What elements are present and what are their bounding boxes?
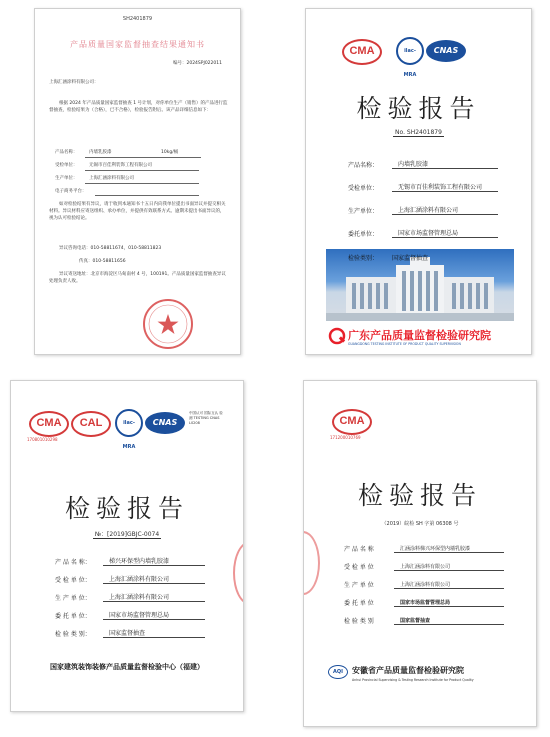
report-number: （2019）皖检 SH 字第 06308 号 [381, 521, 459, 527]
report-row [55, 592, 205, 602]
notice-row-value: 上海汇涵涂料有限公司 [85, 176, 199, 184]
report-number [306, 129, 531, 136]
cnas-logo-icon: CNAS [426, 40, 466, 62]
report-row [344, 580, 504, 589]
testing-center-name: 国家建筑装饰装修产品质量监督检验中心（福建） [50, 663, 204, 671]
notice-row-label: 受检单位： [55, 163, 78, 168]
report-row-label: 检 验 类 别 [344, 618, 374, 625]
notice-paragraph-1: 根据 2024 年产品质量国家监督抽查 1 号计划，对你单位生产（销售）的产品进行监督抽查，检验结果为（合格），已不合格），检验报告附后。该产品详细信息如下： [49, 101, 228, 113]
notice-row-value: 无锡市百佳利装饰工程有限公司 [85, 163, 199, 171]
notice-row [55, 163, 199, 171]
ilac-mra-logo-icon: ilac-MRA [396, 37, 424, 65]
institute-name: 安徽省产品质量监督检验研究院 [352, 666, 464, 675]
report-row-value: 上海汇涵涂料有限公司 [394, 563, 504, 571]
report-title: 检验报告 [357, 481, 482, 510]
report-row-label: 产品名称： [348, 162, 379, 169]
report-row-value: 国家市场监督管理总局 [392, 228, 498, 238]
report-row-value: 国家监督抽查 [103, 628, 205, 638]
cal-logo-icon: CAL [71, 411, 111, 437]
report-document-anhui [303, 380, 537, 727]
gqi-logo-icon [328, 327, 346, 345]
report-row-label: 受 检 单 位： [55, 577, 91, 584]
report-title: 检验报告 [64, 494, 189, 523]
cnas-logo-icon: CNAS [145, 412, 185, 434]
aqi-logo-icon: AQI [328, 665, 348, 679]
notice-heading: 产品质量国家监督抽查结果通知书 [70, 40, 205, 49]
official-seal-icon [141, 297, 195, 351]
report-row-label: 生产单位： [348, 208, 379, 215]
report-row-value: 国家监督抽查 [394, 617, 504, 625]
institute-name-en: Anhui Provincial Supervising & Testing Research Institute for Product Quality [352, 678, 474, 682]
notice-document [34, 8, 241, 355]
notice-row-label: 电子商务平台： [55, 189, 87, 194]
cma-logo-icon: CMA [29, 411, 69, 437]
report-row [348, 159, 498, 169]
institute-name: 广东产品质量监督检验研究院 [348, 329, 491, 342]
report-row-value: 内墙乳胶漆 [392, 159, 498, 169]
notice-row [55, 150, 201, 158]
official-seal-icon [303, 531, 320, 595]
report-number-text: No. SH2401879 [395, 129, 442, 136]
cma-number: 171200010769 [330, 435, 361, 440]
notice-row-label: 产品名称： [55, 150, 78, 155]
report-row [55, 610, 205, 620]
report-row [344, 616, 504, 625]
notice-row [55, 189, 199, 196]
report-row-value: 无锡市百佳利装饰工程有限公司 [392, 182, 498, 192]
notice-row-value [95, 189, 199, 196]
notice-phone: 异议咨询电话：010-58811674，010-58811823 [59, 246, 162, 251]
cnas-info: 中国认可 国际互认 检测 TESTING CNAS L0208 [189, 411, 223, 425]
report-row-label: 产 品 名 称 [344, 546, 374, 553]
institute-name-en: GUANGDONG TESTING INSTITUTE OF PRODUCT QUALITY SUPERVISION [348, 342, 461, 346]
report-row [55, 628, 205, 638]
report-row-label: 委托单位： [348, 231, 379, 238]
cma-number: 170801010298 [27, 437, 58, 442]
report-row-label: 委 托 单 位 [344, 600, 374, 607]
notice-recipient: 上海汇涵涂料有限公司： [49, 80, 99, 85]
report-row-value: 国家监督抽查 [392, 255, 429, 262]
report-number [11, 529, 243, 538]
report-row-value: 上海汇涵涂料有限公司 [103, 574, 205, 584]
notice-row [55, 176, 199, 184]
report-row [344, 544, 504, 553]
report-row [344, 562, 504, 571]
report-row [348, 228, 498, 238]
report-row-label: 检验类别： [348, 255, 379, 262]
notice-address: 异议寄送地址：北京市海淀区马甸南村 4 号，100191。产品质量国家监督抽查异议处理负责人收。 [49, 272, 226, 284]
report-row-label: 产 品 名 称： [55, 559, 91, 566]
notice-number: 编号：2024SPJ022011 [172, 61, 222, 66]
report-number-text: №：[2019]GBJC-0074 [94, 531, 160, 538]
ilac-mra-logo-icon: ilac-MRA [115, 409, 143, 437]
report-row-value: 国家市场监督管理总局 [103, 610, 205, 620]
report-row [348, 182, 498, 192]
report-row-label: 检 验 类 别： [55, 631, 91, 638]
notice-row-extra: 10kg/桶 [157, 150, 201, 158]
notice-fax: 传真：010-58811656 [79, 259, 126, 264]
report-row-value: 汇涵涂料梯兴环保型内墙乳胶漆 [394, 545, 504, 553]
official-seal-icon [233, 541, 244, 605]
notice-row-value: 内墙乳胶漆 [85, 150, 157, 158]
report-row-value: 上海汇涵涂料有限公司 [392, 205, 498, 215]
report-document-guangdong [305, 8, 532, 355]
report-row-label: 受检单位： [348, 185, 379, 192]
report-row-label: 委 托 单 位： [55, 613, 91, 620]
notice-paragraph-2: 如对检验结果有异议，请于收到本通知书十五日内向我单位提出书面异议并提交相关材料。异议材料应寄送组织、承办单位，并提供有效联系方式。逾期未提出书面异议的，视为认可检验结论。 [49, 202, 226, 221]
report-document-fujian [10, 380, 244, 712]
notice-row-label: 生产单位： [55, 176, 78, 181]
report-row-value: 上海汇涵涂料有限公司 [103, 592, 205, 602]
report-row [348, 205, 498, 215]
report-title: 检验报告 [356, 94, 481, 123]
report-row-value: 上海汇涵涂料有限公司 [394, 581, 504, 589]
cma-logo-icon: CMA [332, 409, 372, 435]
report-row [348, 253, 428, 262]
notice-serial: SH2401879 [122, 16, 153, 22]
report-row [55, 574, 205, 584]
report-row-value: 国家市场监督管理总局 [394, 599, 504, 607]
report-row [55, 556, 205, 566]
report-row [344, 598, 504, 607]
cma-logo-icon: CMA [342, 39, 382, 65]
report-row-label: 生 产 单 位： [55, 595, 91, 602]
report-row-label: 受 检 单 位 [344, 564, 374, 571]
report-row-value: 梯兴环保型内墙乳胶漆 [103, 556, 205, 566]
report-row-label: 生 产 单 位 [344, 582, 374, 589]
